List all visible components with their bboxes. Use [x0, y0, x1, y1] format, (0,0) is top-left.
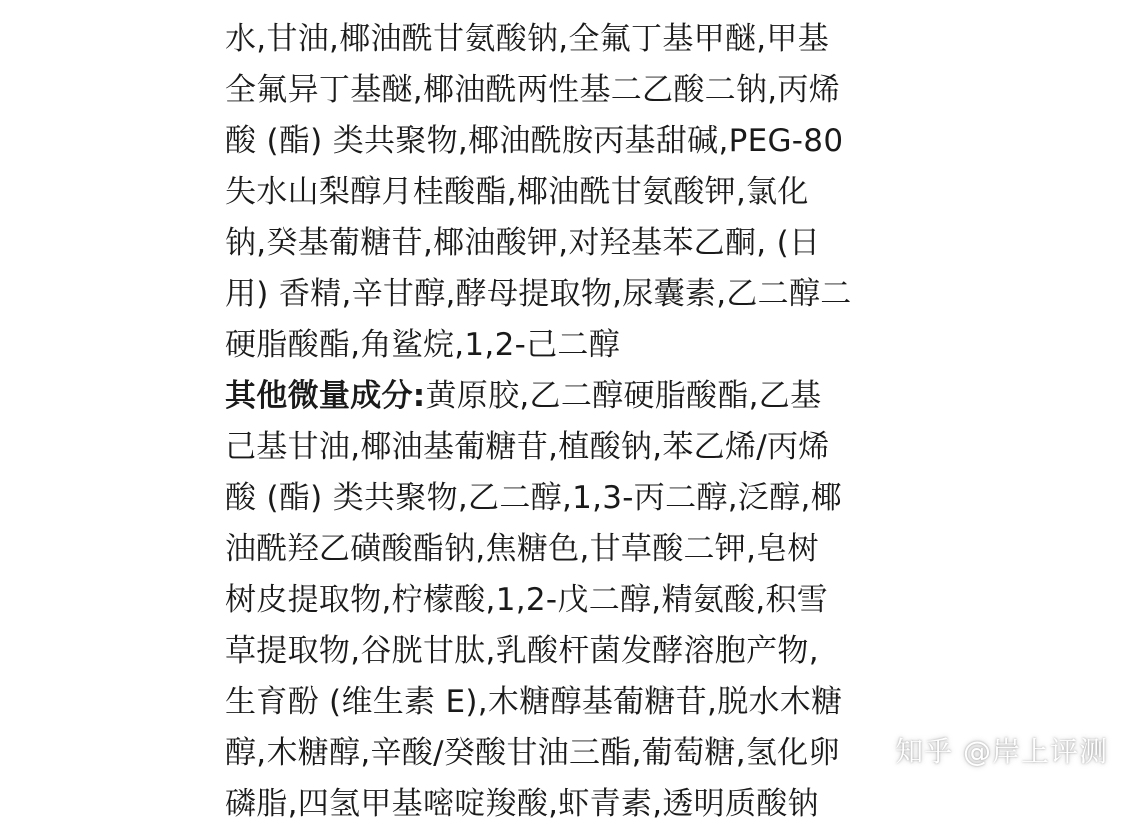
minor-ingredients-line: 草提取物,谷胱甘肽,乳酸杆菌发酵溶胞产物,: [225, 633, 819, 669]
ingredients-text: [225, 14, 925, 830]
ingredients-line: 酸 (酯) 类共聚物,椰油酰胺丙基甜碱,PEG-80: [225, 123, 844, 159]
ingredients-line: 硬脂酸酯,角鲨烷,1,2-己二醇: [225, 327, 620, 363]
ingredients-line: 水,甘油,椰油酰甘氨酸钠,全氟丁基甲醚,甲基: [225, 21, 830, 57]
minor-ingredients-line: 醇,木糖醇,辛酸/癸酸甘油三酯,葡萄糖,氢化卵: [225, 735, 840, 771]
minor-ingredients-line: 磷脂,四氢甲基嘧啶羧酸,虾青素,透明质酸钠: [225, 786, 819, 822]
minor-ingredients-line: 树皮提取物,柠檬酸,1,2-戊二醇,精氨酸,积雪: [225, 582, 829, 618]
minor-ingredients-label: 其他微量成分:: [225, 378, 426, 414]
ingredients-line: 钠,癸基葡糖苷,椰油酸钾,对羟基苯乙酮, (日: [225, 225, 821, 261]
ingredients-line: 用) 香精,辛甘醇,酵母提取物,尿囊素,乙二醇二: [225, 276, 852, 312]
minor-ingredients-first: 黄原胶,乙二醇硬脂酸酯,乙基: [425, 378, 822, 414]
minor-ingredients-line: 油酰羟乙磺酸酯钠,焦糖色,甘草酸二钾,皂树: [225, 531, 819, 567]
minor-ingredients-line: 酸 (酯) 类共聚物,乙二醇,1,3-丙二醇,泛醇,椰: [225, 480, 842, 516]
minor-ingredients-heading-line: [225, 371, 925, 422]
minor-ingredients-line: 己基甘油,椰油基葡糖苷,植酸钠,苯乙烯/丙烯: [225, 429, 830, 465]
ingredients-line: 全氟异丁基醚,椰油酰两性基二乙酸二钠,丙烯: [225, 72, 841, 108]
ingredients-line: 失水山梨醇月桂酸酯,椰油酰甘氨酸钾,氯化: [225, 174, 809, 210]
zhihu-watermark: 知乎 @岸上评测: [895, 735, 1108, 768]
minor-ingredients-line: 生育酚 (维生素 E),木糖醇基葡糖苷,脱水木糖: [225, 684, 843, 720]
